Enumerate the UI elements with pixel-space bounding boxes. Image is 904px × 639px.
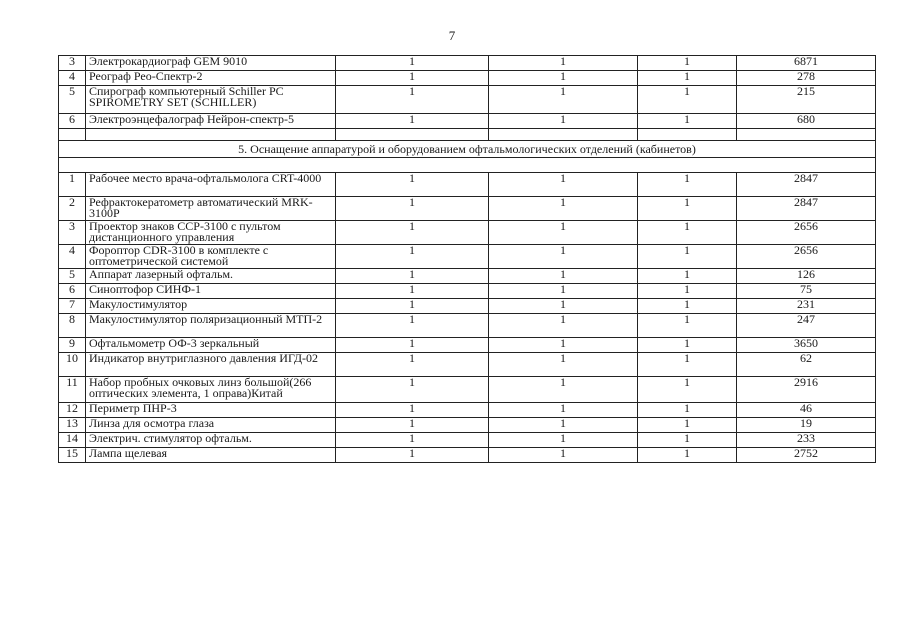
row-number: 2: [59, 197, 86, 221]
qty-col-3: 1: [638, 377, 737, 403]
equipment-name: Макулостимулятор поляризационный МТП-2: [86, 314, 336, 338]
qty-col-2: 1: [489, 114, 638, 129]
row-number: 15: [59, 448, 86, 463]
qty-col-2: 1: [489, 448, 638, 463]
table-row: [59, 433, 876, 448]
qty-col-1: 1: [336, 71, 489, 86]
table-row: [59, 377, 876, 403]
qty-col-3: 1: [638, 197, 737, 221]
row-number: 11: [59, 377, 86, 403]
qty-col-2: 1: [489, 71, 638, 86]
qty-col-1: 1: [336, 197, 489, 221]
qty-col-2: 1: [489, 284, 638, 299]
qty-col-2: 1: [489, 338, 638, 353]
qty-col-3: 1: [638, 284, 737, 299]
row-number: 7: [59, 299, 86, 314]
table-row: [59, 269, 876, 284]
qty-col-2: 1: [489, 299, 638, 314]
equipment-name: Электрокардиограф GEM 9010: [86, 56, 336, 71]
qty-col-1: 1: [336, 56, 489, 71]
table-row: [59, 197, 876, 221]
qty-col-3: 1: [638, 314, 737, 338]
equipment-name: Индикатор внутриглазного давления ИГД-02: [86, 353, 336, 377]
row-number: 6: [59, 114, 86, 129]
qty-col-2: 1: [489, 86, 638, 114]
row-number: 12: [59, 403, 86, 418]
total-value: 62: [737, 353, 876, 377]
total-value: 2847: [737, 173, 876, 197]
qty-col-2: 1: [489, 314, 638, 338]
row-number: 9: [59, 338, 86, 353]
qty-col-1: 1: [336, 418, 489, 433]
qty-col-2: 1: [489, 269, 638, 284]
qty-col-3: 1: [638, 269, 737, 284]
row-number: 8: [59, 314, 86, 338]
equipment-name: Лампа щелевая: [86, 448, 336, 463]
qty-col-3: 1: [638, 86, 737, 114]
row-number: 14: [59, 433, 86, 448]
table-row: [59, 338, 876, 353]
qty-col-1: 1: [336, 86, 489, 114]
equipment-name: Реограф Рео-Спектр-2: [86, 71, 336, 86]
total-value: 215: [737, 86, 876, 114]
row-number: 5: [59, 269, 86, 284]
total-value: 46: [737, 403, 876, 418]
equipment-name: Набор пробных очковых линз большой(266 оптических элемента, 1 оправа)Китай: [86, 377, 336, 403]
total-value: 6871: [737, 56, 876, 71]
qty-col-1: 1: [336, 353, 489, 377]
equipment-name: Рабочее место врача-офтальмолога CRT-4000: [86, 173, 336, 197]
qty-col-1: 1: [336, 403, 489, 418]
qty-col-3: 1: [638, 221, 737, 245]
qty-col-3: 1: [638, 114, 737, 129]
row-number: 13: [59, 418, 86, 433]
row-number: 1: [59, 173, 86, 197]
qty-col-1: 1: [336, 448, 489, 463]
qty-col-1: 1: [336, 269, 489, 284]
row-number: 10: [59, 353, 86, 377]
equipment-table: [58, 55, 876, 463]
qty-col-3: 1: [638, 433, 737, 448]
page-number: 7: [448, 28, 456, 43]
row-number: 6: [59, 284, 86, 299]
qty-col-1: 1: [336, 221, 489, 245]
qty-col-3: 1: [638, 56, 737, 71]
table-row: [59, 221, 876, 245]
table-row: [59, 86, 876, 114]
table-row: [59, 403, 876, 418]
qty-col-3: 1: [638, 403, 737, 418]
table-row: [59, 71, 876, 86]
qty-col-3: 1: [638, 338, 737, 353]
row-number: 5: [59, 86, 86, 114]
table-row: [59, 299, 876, 314]
total-value: 126: [737, 269, 876, 284]
equipment-name: Рефрактокератометр автоматический MRK-3100P: [86, 197, 336, 221]
equipment-name: Фороптор CDR-3100 в комплекте с оптометрической системой: [86, 245, 336, 269]
qty-col-2: 1: [489, 403, 638, 418]
total-value: 231: [737, 299, 876, 314]
equipment-name: Периметр ПНР-3: [86, 403, 336, 418]
total-value: 2656: [737, 221, 876, 245]
table-row: [59, 418, 876, 433]
qty-col-2: 1: [489, 173, 638, 197]
table-row: [59, 353, 876, 377]
total-value: 2916: [737, 377, 876, 403]
equipment-name: Линза для осмотра глаза: [86, 418, 336, 433]
total-value: 278: [737, 71, 876, 86]
total-value: 75: [737, 284, 876, 299]
equipment-name: Проектор знаков CCP-3100 с пультом дистанционного управления: [86, 221, 336, 245]
table-row: [59, 114, 876, 129]
blank-row: [59, 158, 876, 173]
row-number: 4: [59, 71, 86, 86]
qty-col-3: 1: [638, 299, 737, 314]
qty-col-1: 1: [336, 338, 489, 353]
row-number: 4: [59, 245, 86, 269]
qty-col-2: 1: [489, 353, 638, 377]
equipment-name: Спирограф компьютерный Schiller PC SPIROMETRY SET (SCHILLER): [86, 86, 336, 114]
equipment-name: Электроэнцефалограф Нейрон-спектр-5: [86, 114, 336, 129]
equipment-name: Аппарат лазерный офтальм.: [86, 269, 336, 284]
qty-col-2: 1: [489, 418, 638, 433]
qty-col-1: 1: [336, 433, 489, 448]
table-row: [59, 56, 876, 71]
qty-col-1: 1: [336, 114, 489, 129]
row-number: 3: [59, 221, 86, 245]
total-value: 3650: [737, 338, 876, 353]
qty-col-1: 1: [336, 377, 489, 403]
section-title: 5. Оснащение аппаратурой и оборудованием офтальмологических отделений (кабинетов): [59, 141, 876, 158]
total-value: 2752: [737, 448, 876, 463]
qty-col-3: 1: [638, 245, 737, 269]
total-value: 2847: [737, 197, 876, 221]
qty-col-1: 1: [336, 245, 489, 269]
qty-col-3: 1: [638, 71, 737, 86]
qty-col-1: 1: [336, 299, 489, 314]
blank-row: [59, 129, 876, 141]
equipment-name: Электрич. стимулятор офтальм.: [86, 433, 336, 448]
equipment-name: Синоптофор СИНФ-1: [86, 284, 336, 299]
total-value: 19: [737, 418, 876, 433]
qty-col-2: 1: [489, 197, 638, 221]
table-row: [59, 314, 876, 338]
table-row: [59, 173, 876, 197]
qty-col-3: 1: [638, 418, 737, 433]
table-row: [59, 448, 876, 463]
qty-col-2: 1: [489, 221, 638, 245]
qty-col-2: 1: [489, 56, 638, 71]
section-heading-row: [59, 141, 876, 158]
qty-col-2: 1: [489, 245, 638, 269]
qty-col-3: 1: [638, 448, 737, 463]
qty-col-3: 1: [638, 173, 737, 197]
total-value: 233: [737, 433, 876, 448]
table-row: [59, 245, 876, 269]
qty-col-3: 1: [638, 353, 737, 377]
row-number: 3: [59, 56, 86, 71]
qty-col-1: 1: [336, 173, 489, 197]
total-value: 2656: [737, 245, 876, 269]
equipment-name: Офтальмометр ОФ-3 зеркальный: [86, 338, 336, 353]
equipment-name: Макулостимулятор: [86, 299, 336, 314]
table-row: [59, 284, 876, 299]
qty-col-1: 1: [336, 284, 489, 299]
total-value: 680: [737, 114, 876, 129]
qty-col-2: 1: [489, 433, 638, 448]
qty-col-2: 1: [489, 377, 638, 403]
total-value: 247: [737, 314, 876, 338]
qty-col-1: 1: [336, 314, 489, 338]
